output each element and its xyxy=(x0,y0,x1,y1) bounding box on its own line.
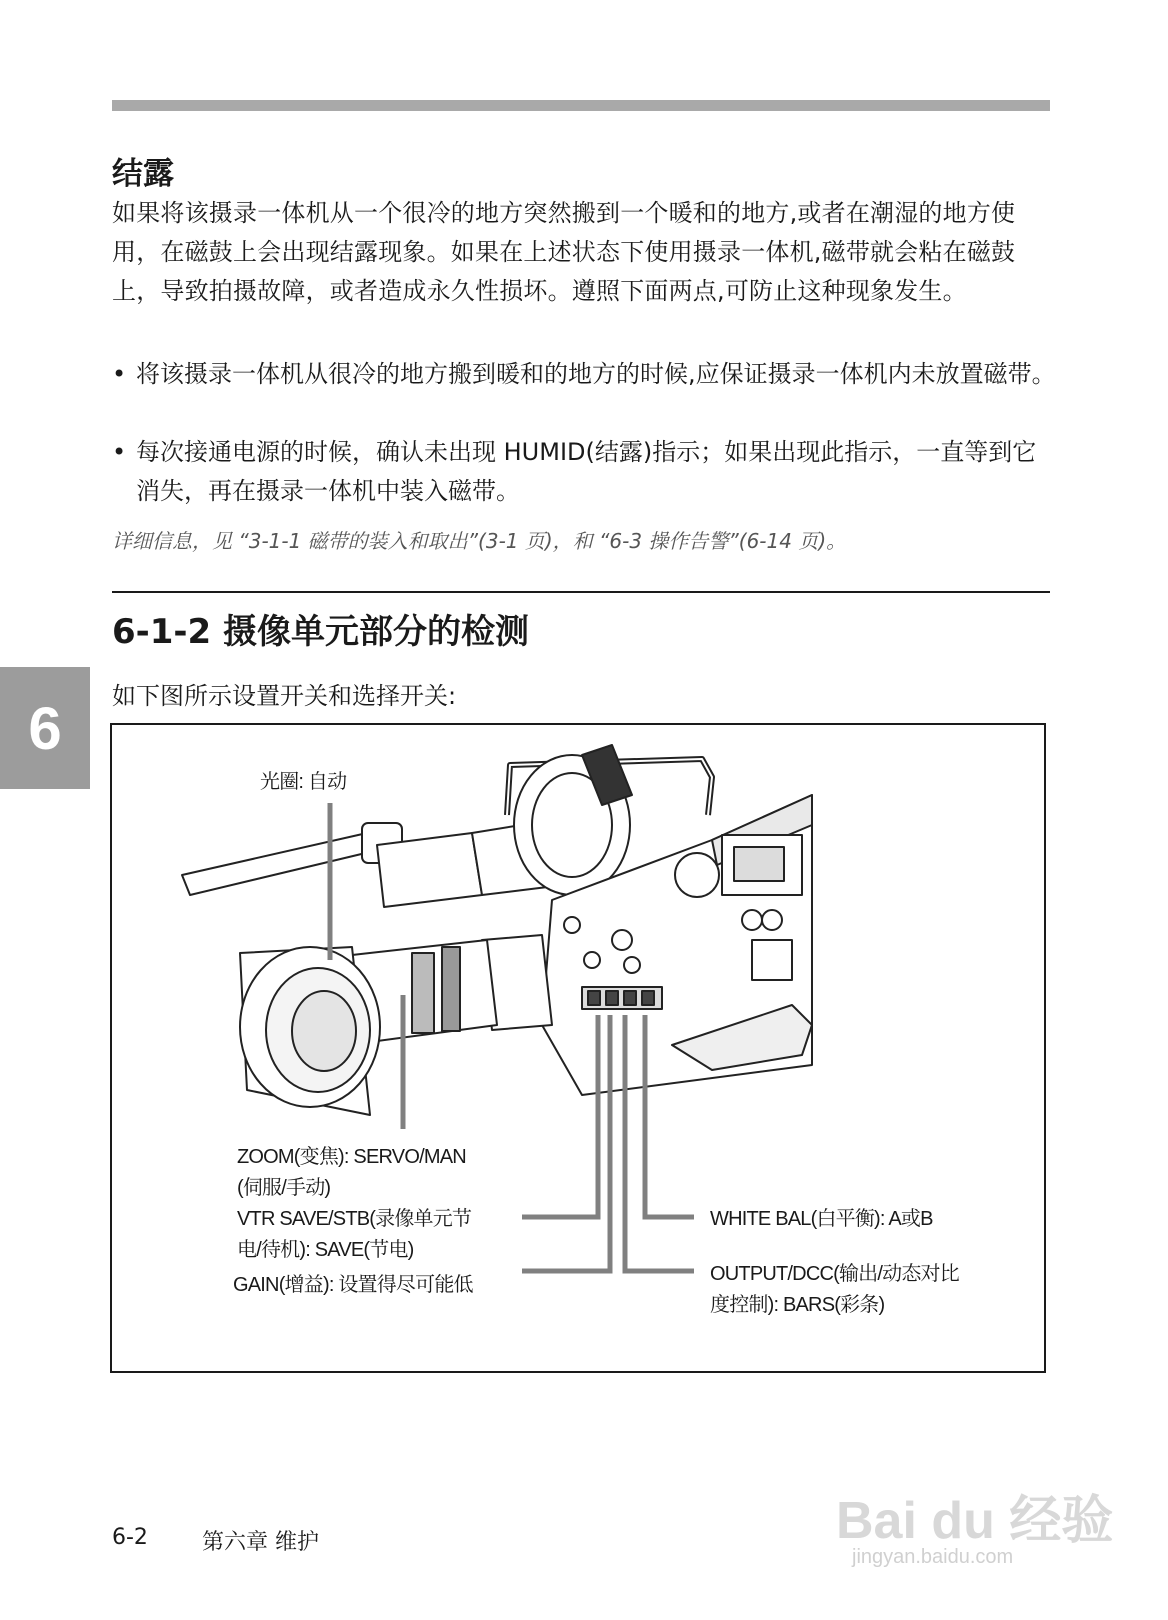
chapter-tab: 6 xyxy=(0,667,90,789)
zoom-label: ZOOM(变焦): SERVO/MAN xyxy=(237,1146,466,1168)
iris-label: 光圈: 自动 xyxy=(260,771,347,793)
output-dcc-label-sub: 度控制): BARS(彩条) xyxy=(710,1294,885,1316)
white-bal-label: WHITE BAL(白平衡): A或B xyxy=(710,1208,933,1230)
watermark-url: jingyan.baidu.com xyxy=(852,1546,1014,1568)
section-rule xyxy=(112,591,1050,593)
condensation-heading: 结露 xyxy=(112,156,174,192)
output-dcc-label: OUTPUT/DCC(输出/动态对比 xyxy=(710,1263,959,1285)
vtr-save-label: VTR SAVE/STB(录像单元节 xyxy=(237,1208,472,1230)
bullet-item xyxy=(112,355,1057,394)
footer-chapter: 第六章 维护 xyxy=(202,1530,319,1555)
vtr-save-label-sub: 电/待机): SAVE(节电) xyxy=(237,1239,414,1261)
bullet-dot: • xyxy=(112,438,127,466)
bullet-text: 每次接通电源的时候，确认未出现 HUMID(结露)指示；如果出现此指示，一直等到它消失，再在摄录一体机中装入磁带。 xyxy=(136,438,1037,505)
bullet-dot: • xyxy=(112,360,127,388)
bullet-text: 将该摄录一体机从很冷的地方搬到暖和的地方的时候,应保证摄录一体机内未放置磁带。 xyxy=(136,360,1056,388)
camera-figure xyxy=(110,723,1046,1373)
bullet-item xyxy=(112,433,1057,511)
gain-label: GAIN(增益): 设置得尽可能低 xyxy=(233,1274,473,1296)
section-heading: 6-1-2 摄像单元部分的检测 xyxy=(112,612,530,652)
section-intro: 如下图所示设置开关和选择开关: xyxy=(112,682,457,710)
condensation-paragraph: 如果将该摄录一体机从一个很冷的地方突然搬到一个暖和的地方,或者在潮湿的地方使用，在磁鼓上会出现结露现象。如果在上述状态下使用摄录一体机,磁带就会粘在磁鼓上，导致拍摄故障，或者造成永久性损坏。遵照下面两点,可防止这种现象发生。 xyxy=(112,199,1016,305)
reference-note: 详细信息，见 “3-1-1 磁带的装入和取出”(3-1 页)，和 “6-3 操作告警”(6-14 页)。 xyxy=(112,529,847,553)
page-number: 6-2 xyxy=(112,1525,148,1550)
watermark-logo: Bai du 经验 xyxy=(836,1492,1114,1550)
top-rule xyxy=(112,100,1050,111)
zoom-label-sub: (伺服/手动) xyxy=(237,1177,331,1199)
